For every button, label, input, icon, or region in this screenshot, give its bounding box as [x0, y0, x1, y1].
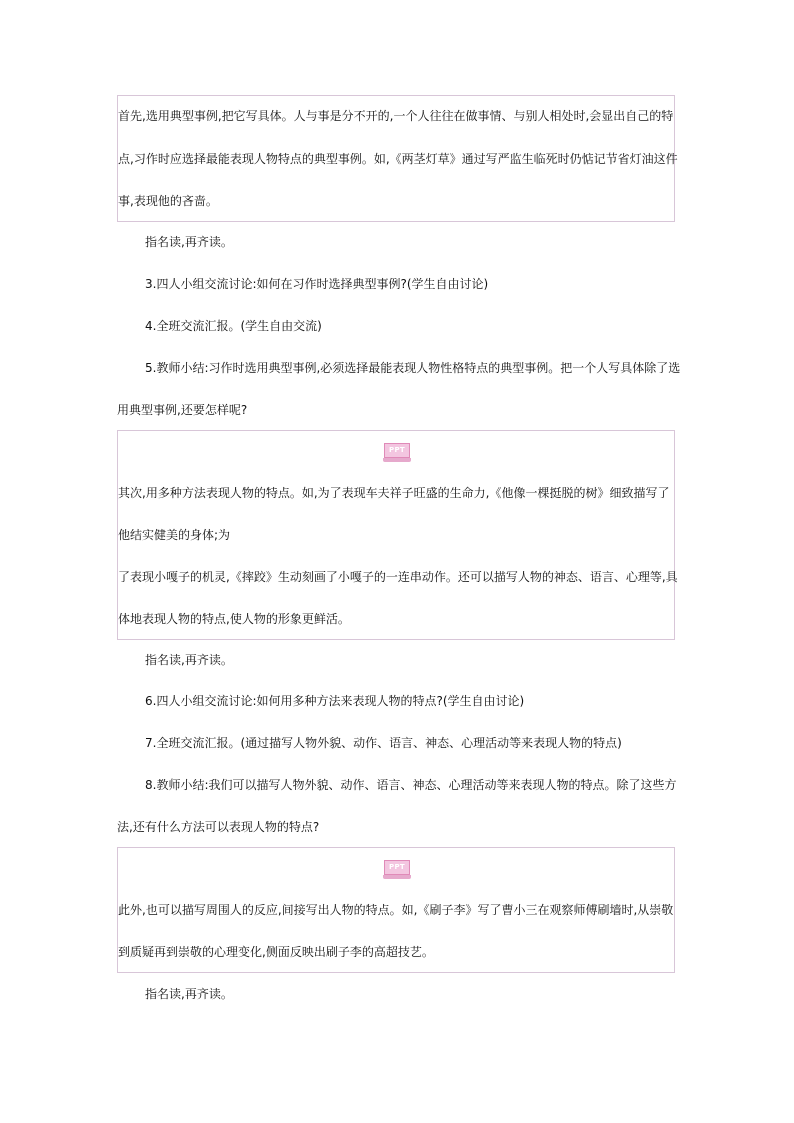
box3-line-1: 此外,也可以描写周围人的反应,间接写出人物的特点。如,《刷子李》写了曹小三在观察师傅刷墙时,从崇敬 [118, 903, 674, 917]
paragraph-step-7: 7.全班交流汇报。(通过描写人物外貌、动作、语言、神态、心理活动等来表现人物的特点) [145, 736, 622, 750]
box3-line-2: 到质疑再到崇敬的心理变化,侧面反映出刷子李的高超技艺。 [118, 945, 434, 959]
ppt-box-2 [117, 430, 678, 640]
paragraph-step-3: 3.四人小组交流讨论:如何在习作时选择典型事例?(学生自由讨论) [145, 277, 489, 291]
ppt-icon [384, 860, 410, 880]
box2-line-4: 体地表现人物的特点,使人物的形象更鲜活。 [118, 612, 350, 626]
paragraph-step-8-line-2: 法,还有什么方法可以表现人物的特点? [117, 820, 320, 834]
box1-line-2: 点,习作时应选择最能表现人物特点的典型事例。如,《两茎灯草》通过写严监生临死时仍惦记节省灯油这件 [118, 152, 678, 166]
ppt-icon [384, 443, 410, 463]
paragraph-step-6: 6.四人小组交流讨论:如何用多种方法来表现人物的特点?(学生自由讨论) [145, 694, 525, 708]
text-box-1 [117, 95, 678, 222]
box1-line-3: 事,表现他的吝啬。 [118, 194, 218, 208]
ppt-box-3 [117, 847, 675, 973]
ppt-icon-label: PPT [384, 860, 410, 875]
paragraph-step-4: 4.全班交流汇报。(学生自由交流) [145, 319, 322, 333]
box2-line-2: 他结实健美的身体;为 [118, 528, 231, 542]
paragraph-read-aloud-3: 指名读,再齐读。 [145, 987, 233, 1001]
paragraph-step-5-line-1: 5.教师小结:习作时选用典型事例,必须选择最能表现人物性格特点的典型事例。把一个人写具体除了选 [145, 361, 681, 375]
paragraph-read-aloud-1: 指名读,再齐读。 [145, 235, 233, 249]
ppt-icon-label: PPT [384, 443, 410, 458]
box1-line-1: 首先,选用典型事例,把它写具体。人与事是分不开的,一个人往往在做事情、与别人相处时,会显出自己的特 [118, 109, 674, 123]
box2-line-3: 了表现小嘎子的机灵,《摔跤》生动刻画了小嘎子的一连串动作。还可以描写人物的神态、语言、心理等,具 [118, 570, 678, 584]
box2-line-1: 其次,用多种方法表现人物的特点。如,为了表现车夫祥子旺盛的生命力,《他像一棵挺脱的树》细致描写了 [118, 486, 670, 500]
paragraph-step-5-line-2: 用典型事例,还要怎样呢? [117, 403, 248, 417]
paragraph-read-aloud-2: 指名读,再齐读。 [145, 653, 233, 667]
paragraph-step-8-line-1: 8.教师小结:我们可以描写人物外貌、动作、语言、神态、心理活动等来表现人物的特点。除了这些方 [145, 778, 677, 792]
